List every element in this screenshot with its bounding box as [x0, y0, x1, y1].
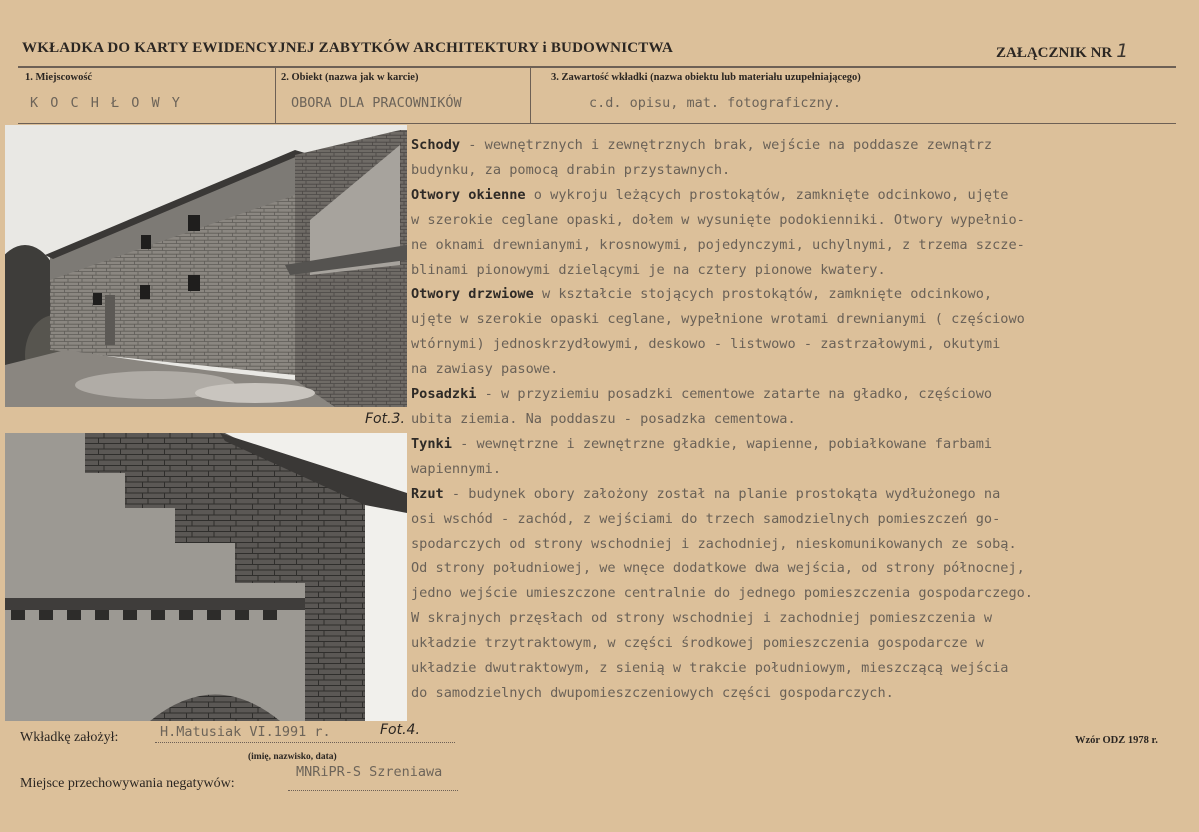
- description-text-run: Od strony południowej, we wnęce dodatkowe dwa wejścia, od strony północnej,: [411, 560, 1025, 577]
- object-label: 2. Obiekt (nazwa jak w karcie): [281, 72, 419, 83]
- description-line: [411, 158, 1186, 183]
- founder-line: [155, 742, 455, 743]
- description-line: [411, 357, 1186, 382]
- description-text-run: osi wschód - zachód, z wejściami do trzech samodzielnych pomieszczeń go-: [411, 510, 1001, 527]
- contents-value: c.d. opisu, mat. fotograficzny.: [589, 95, 841, 111]
- barn-photo: [5, 125, 407, 407]
- contents-label: 3. Zawartość wkładki (nazwa obiektu lub materiału uzupełniającego): [551, 72, 861, 83]
- description-line: [411, 208, 1186, 233]
- description-text-run: w kształcie stojących prostokątów, zamknięte odcinkowo,: [533, 286, 993, 303]
- description-line: [411, 133, 1186, 158]
- description-line: [411, 556, 1186, 581]
- founder-hint: (imię, nazwisko, data): [248, 752, 337, 762]
- form-model: Wzór ODZ 1978 r.: [1075, 735, 1158, 746]
- description-text-run: do samodzielnych dwupomieszczeniowych części gospodarczych.: [411, 684, 894, 701]
- photo-top-caption: Fot.3.: [365, 411, 405, 427]
- negatives-value: MNRiPR-S Szreniawa: [296, 764, 443, 780]
- section-heading: Posadzki: [411, 386, 477, 403]
- description-text-run: układzie dwutraktowym, z sienią w trakcie południowym, mieszczącą wejścia: [411, 660, 1009, 677]
- description-text-run: na zawiasy pasowe.: [411, 361, 559, 378]
- description-line: [411, 307, 1186, 332]
- header-rule: [18, 66, 1176, 68]
- description-line: [411, 432, 1186, 457]
- section-heading: Rzut: [411, 485, 444, 502]
- annex-label-text: ZAŁĄCZNIK NR: [996, 45, 1113, 61]
- description-text-run: budynku, za pomocą drabin przystawnych.: [411, 161, 731, 178]
- form-title: WKŁADKA DO KARTY EWIDENCYJNEJ ZABYTKÓW ARCHITEKTURY i BUDOWNICTWA: [22, 40, 674, 56]
- description-text-run: W skrajnych przęsłach od strony wschodniej i zachodniej pomieszczenia w: [411, 610, 993, 627]
- section-heading: Otwory drzwiowe: [411, 286, 534, 303]
- section-heading: Schody: [411, 137, 461, 153]
- negatives-label: Miejsce przechowywania negatywów:: [20, 776, 235, 791]
- description-text-run: spodarczych od strony wschodniej i zachodniej, nieskomunikowanych ze sobą.: [411, 535, 1017, 552]
- description-line: [411, 631, 1186, 656]
- description-line: [411, 407, 1186, 432]
- description-text-run: jedno wejście umieszczone centralnie do jednego pomieszczenia gospodarczego.: [411, 585, 1033, 602]
- locality-value: K O C H Ł O W Y: [30, 95, 182, 111]
- description-text-run: ubita ziemia. Na poddaszu - posadzka cementowa.: [411, 410, 796, 427]
- description-line: [411, 532, 1186, 557]
- section-heading: Otwory okienne: [411, 186, 526, 203]
- description-line: [411, 606, 1186, 631]
- barn-photo-image: [5, 125, 407, 407]
- description-line: [411, 258, 1186, 283]
- description-text-run: - budynek obory założony został na planie prostokąta wydłużonego na: [443, 485, 1001, 502]
- description-line: [411, 332, 1186, 357]
- description-text-run: - wewnętrznych i zewnętrznych brak, wejście na poddasze zewnątrz: [460, 137, 993, 153]
- description-line: [411, 681, 1186, 706]
- description-line: [411, 482, 1186, 507]
- field-divider-1: [275, 67, 276, 123]
- founder-label: Wkładkę założył:: [20, 730, 119, 745]
- object-value: OBORA DLA PRACOWNIKÓW: [291, 95, 462, 111]
- description-text-run: ujęte w szerokie opaski ceglane, wypełnione wrotami drewnianymi ( częściowo: [411, 311, 1025, 328]
- founder-photo-note: Fot.4.: [380, 722, 420, 738]
- description-line: [411, 656, 1186, 681]
- description-text-run: ne oknami drewnianymi, krosnowymi, pojedynczymi, uchylnymi, z trzema szcze-: [411, 236, 1025, 253]
- description-line: [411, 457, 1186, 482]
- description-text-run: o wykroju leżących prostokątów, zamknięte odcinkowo, ujęte: [525, 186, 1009, 203]
- annex-label: [996, 40, 1128, 62]
- field-divider-2: [530, 67, 531, 123]
- description-line: [411, 233, 1186, 258]
- description-line: [411, 282, 1186, 307]
- description-line: [411, 183, 1186, 208]
- description-line: [411, 382, 1186, 407]
- description-text-run: w szerokie ceglane opaski, dołem w wysunięte podokienniki. Otwory wypełnio-: [411, 211, 1025, 228]
- gable-detail-photo: [5, 433, 407, 721]
- section-heading: Tynki: [411, 435, 452, 452]
- description-text-run: blinami pionowymi dzielącymi je na cztery pionowe kwatery.: [411, 261, 886, 278]
- founder-value: H.Matusiak VI.1991 r.: [160, 724, 331, 740]
- annex-number: 1: [1116, 40, 1129, 62]
- description-text-run: - wewnętrzne i zewnętrzne gładkie, wapienne, pobiałkowane farbami: [451, 435, 993, 452]
- description-line: [411, 507, 1186, 532]
- fields-bottom-rule: [18, 123, 1176, 124]
- description-text-run: - w przyziemiu posadzki cementowe zatarte na gładko, częściowo: [476, 386, 993, 403]
- gable-detail-image: [5, 433, 407, 721]
- negatives-line: [288, 790, 458, 791]
- description-text: [411, 133, 1186, 706]
- description-text-run: wapiennymi.: [411, 460, 502, 477]
- description-text-run: układzie trzytraktowym, w części środkowej pomieszczenia gospodarcze w: [411, 635, 984, 652]
- description-text-run: wtórnymi) jednoskrzydłowymi, deskowo - listwowo - zastrzałowymi, okutymi: [411, 336, 1001, 353]
- description-line: [411, 581, 1186, 606]
- locality-label: 1. Miejscowość: [25, 72, 93, 83]
